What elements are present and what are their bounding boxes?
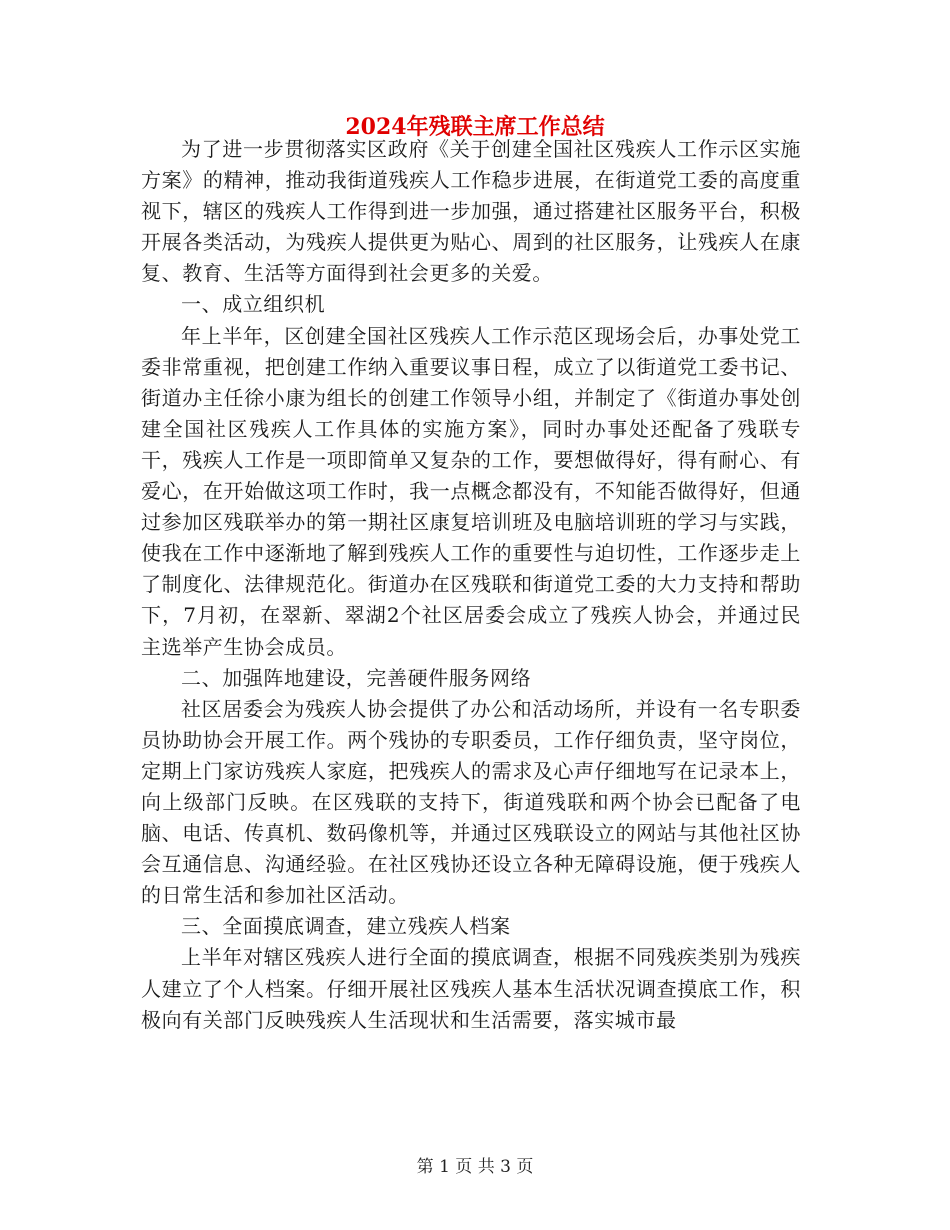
paragraph-intro: 为了进一步贯彻落实区政府《关于创建全国社区残疾人工作示区实施方案》的精神，推动我街道残疾人工作稳步进展，在街道党工委的高度重视下，辖区的残疾人工作得到进一步加强，通过搭建社区服务平台，积极开展各类活动，为残疾人提供更为贴心、周到的社区服务，让残疾人在康复、教育、生活等方面得到社会更多的关爱。 [141, 137, 801, 286]
section-heading-2: 二、加强阵地建设，完善硬件服务网络 [181, 665, 532, 690]
section-heading-3: 三、全面摸底调查，建立残疾人档案 [181, 914, 511, 939]
page-number-footer: 第 1 页 共 3 页 [416, 1157, 534, 1177]
document-body [141, 134, 801, 1036]
paragraph-section-3: 上半年对辖区残疾人进行全面的摸底调查，根据不同残疾类别为残疾人建立了个人档案。仔细开展社区残疾人基本生活状况调查摸底工作，积极向有关部门反映残疾人生活现状和生活需要，落实城市最 [141, 945, 801, 1032]
section-heading-1: 一、成立组织机 [181, 292, 326, 317]
document-title: 2024年残联主席工作总结 [345, 114, 605, 140]
paragraph-section-2: 社区居委会为残疾人协会提供了办公和活动场所，并设有一名专职委员协助协会开展工作。两个残协的专职委员，工作仔细负责，坚守岗位，定期上门家访残疾人家庭，把残疾人的需求及心声仔细地写在记录本上，向上级部门反映。在区残联的支持下，街道残联和两个协会已配备了电脑、电话、传真机、数码像机等，并通过区残联设立的网站与其他社区协会互通信息、沟通经验。在社区残协还设立各种无障碍设施，便于残疾人的日常生活和参加社区活动。 [141, 696, 801, 908]
paragraph-section-1: 年上半年，区创建全国社区残疾人工作示范区现场会后，办事处党工委非常重视，把创建工作纳入重要议事日程，成立了以街道党工委书记、街道办主任徐小康为组长的创建工作领导小组，并制定了《街道办事处创建全国社区残疾人工作具体的实施方案》，同时办事处还配备了残联专干，残疾人工作是一项即简单又复杂的工作，要想做得好，得有耐心、有爱心，在开始做这项工作时，我一点概念都没有，不知能否做得好，但通过参加区残联举办的第一期社区康复培训班及电脑培训班的学习与实践，使我在工作中逐渐地了解到残疾人工作的重要性与迫切性，工作逐步走上了制度化、法律规范化。街道办在区残联和街道党工委的大力支持和帮助下，7月初，在翠新、翠湖2个社区居委会成立了残疾人协会，并通过民主选举产生协会成员。 [141, 323, 801, 659]
